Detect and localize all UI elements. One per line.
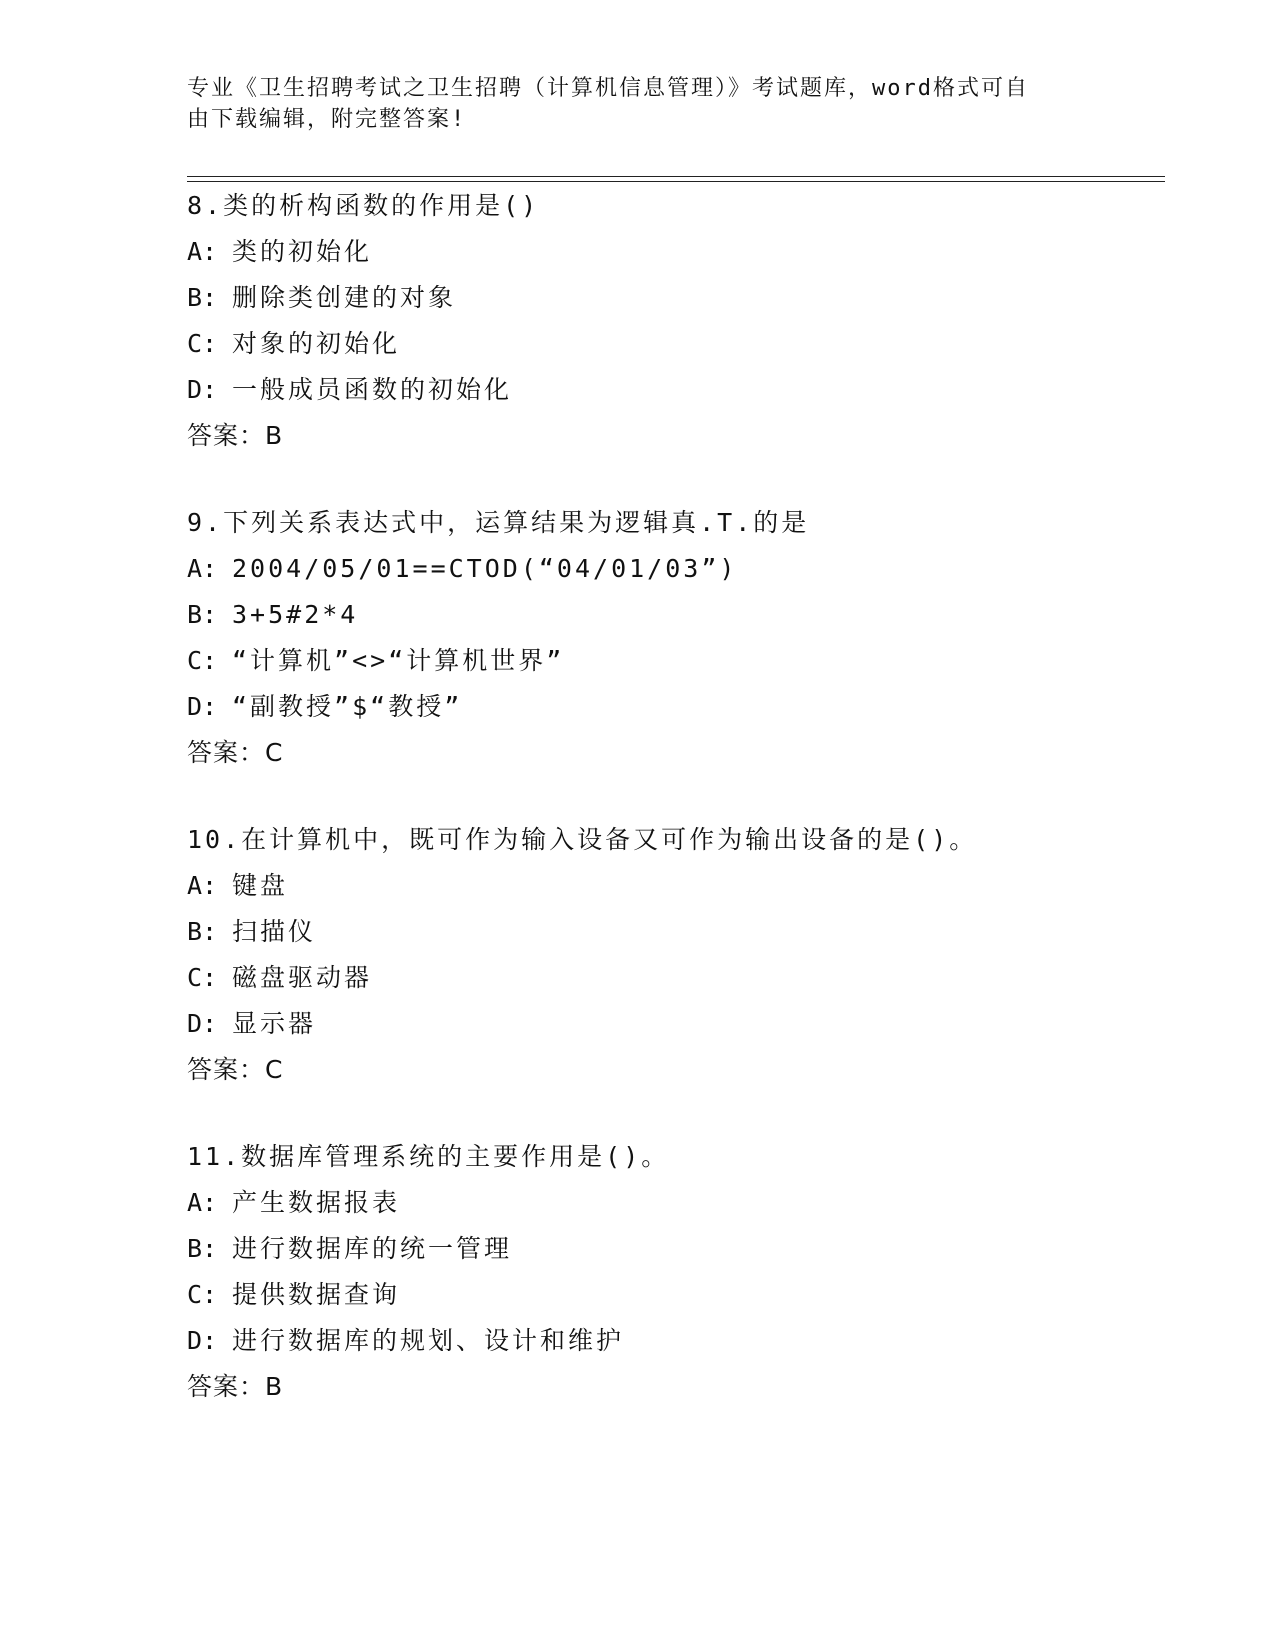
option-text: “计算机”<>“计算机世界”: [232, 646, 565, 675]
option-text: 键盘: [232, 871, 289, 900]
option-text: 类的初始化: [232, 237, 373, 266]
option-c: [187, 638, 1167, 684]
option-text: 产生数据报表: [232, 1188, 401, 1217]
option-letter: C:: [187, 329, 218, 358]
option-text: 显示器: [232, 1009, 317, 1038]
option-d: [187, 1001, 1167, 1047]
option-letter: B:: [187, 600, 218, 629]
option-d: [187, 367, 1167, 413]
question-stem: 8.类的析构函数的作用是(): [187, 191, 540, 220]
option-text: 扫描仪: [232, 917, 317, 946]
option-letter: B:: [187, 283, 218, 312]
option-text: 进行数据库的规划、设计和维护: [232, 1326, 625, 1355]
question-block: [187, 500, 1167, 776]
answer-line: [187, 413, 1167, 459]
option-text: 提供数据查询: [232, 1280, 401, 1309]
option-text: 3+5#2*4: [232, 600, 359, 629]
answer-label: 答案：: [187, 738, 266, 767]
option-text: 对象的初始化: [232, 329, 401, 358]
answer-line: [187, 1047, 1167, 1093]
option-text: “副教授”$“教授”: [232, 692, 463, 721]
option-letter: B:: [187, 917, 218, 946]
option-a: [187, 1180, 1167, 1226]
option-letter: A:: [187, 237, 218, 266]
header-line-1: 专业《卫生招聘考试之卫生招聘（计算机信息管理）》考试题库，word格式可自: [187, 76, 1029, 101]
option-letter: D:: [187, 692, 218, 721]
option-a: [187, 229, 1167, 275]
option-b: [187, 275, 1167, 321]
header-line-2: 由下载编辑，附完整答案!: [187, 107, 467, 132]
option-letter: D:: [187, 1326, 218, 1355]
option-b: [187, 909, 1167, 955]
header-divider-top: [187, 176, 1165, 177]
option-letter: C:: [187, 646, 218, 675]
option-c: [187, 1272, 1167, 1318]
option-c: [187, 955, 1167, 1001]
option-letter: C:: [187, 963, 218, 992]
question-block: [187, 1134, 1167, 1410]
answer-value: B: [265, 421, 284, 450]
question-block: [187, 817, 1167, 1093]
option-letter: C:: [187, 1280, 218, 1309]
question-block: [187, 183, 1167, 459]
option-text: 删除类创建的对象: [232, 283, 457, 312]
answer-label: 答案：: [187, 421, 266, 450]
option-letter: A:: [187, 1188, 218, 1217]
answer-line: [187, 1364, 1167, 1410]
question-stem: 11.数据库管理系统的主要作用是()。: [187, 1142, 670, 1171]
option-a: [187, 863, 1167, 909]
answer-value: B: [265, 1372, 284, 1401]
option-text: 进行数据库的统一管理: [232, 1234, 513, 1263]
answer-line: [187, 730, 1167, 776]
answer-value: C: [265, 1055, 284, 1084]
option-text: 磁盘驱动器: [232, 963, 373, 992]
option-d: [187, 684, 1167, 730]
answer-value: C: [265, 738, 284, 767]
header-divider-bottom: [187, 181, 1165, 182]
question-stem: 9.下列关系表达式中，运算结果为逻辑真.T.的是: [187, 508, 810, 537]
answer-label: 答案：: [187, 1372, 266, 1401]
option-letter: A:: [187, 871, 218, 900]
option-b: [187, 1226, 1167, 1272]
option-b: [187, 592, 1167, 638]
option-letter: D:: [187, 1009, 218, 1038]
option-letter: D:: [187, 375, 218, 404]
answer-label: 答案：: [187, 1055, 266, 1084]
option-text: 一般成员函数的初始化: [232, 375, 513, 404]
option-a: [187, 546, 1167, 592]
option-text: 2004/05/01==CTOD(“04/01/03”): [232, 554, 738, 583]
question-stem: 10.在计算机中，既可作为输入设备又可作为输出设备的是()。: [187, 825, 978, 854]
option-letter: B:: [187, 1234, 218, 1263]
document-header: [187, 73, 1087, 135]
option-d: [187, 1318, 1167, 1364]
option-letter: A:: [187, 554, 218, 583]
option-c: [187, 321, 1167, 367]
